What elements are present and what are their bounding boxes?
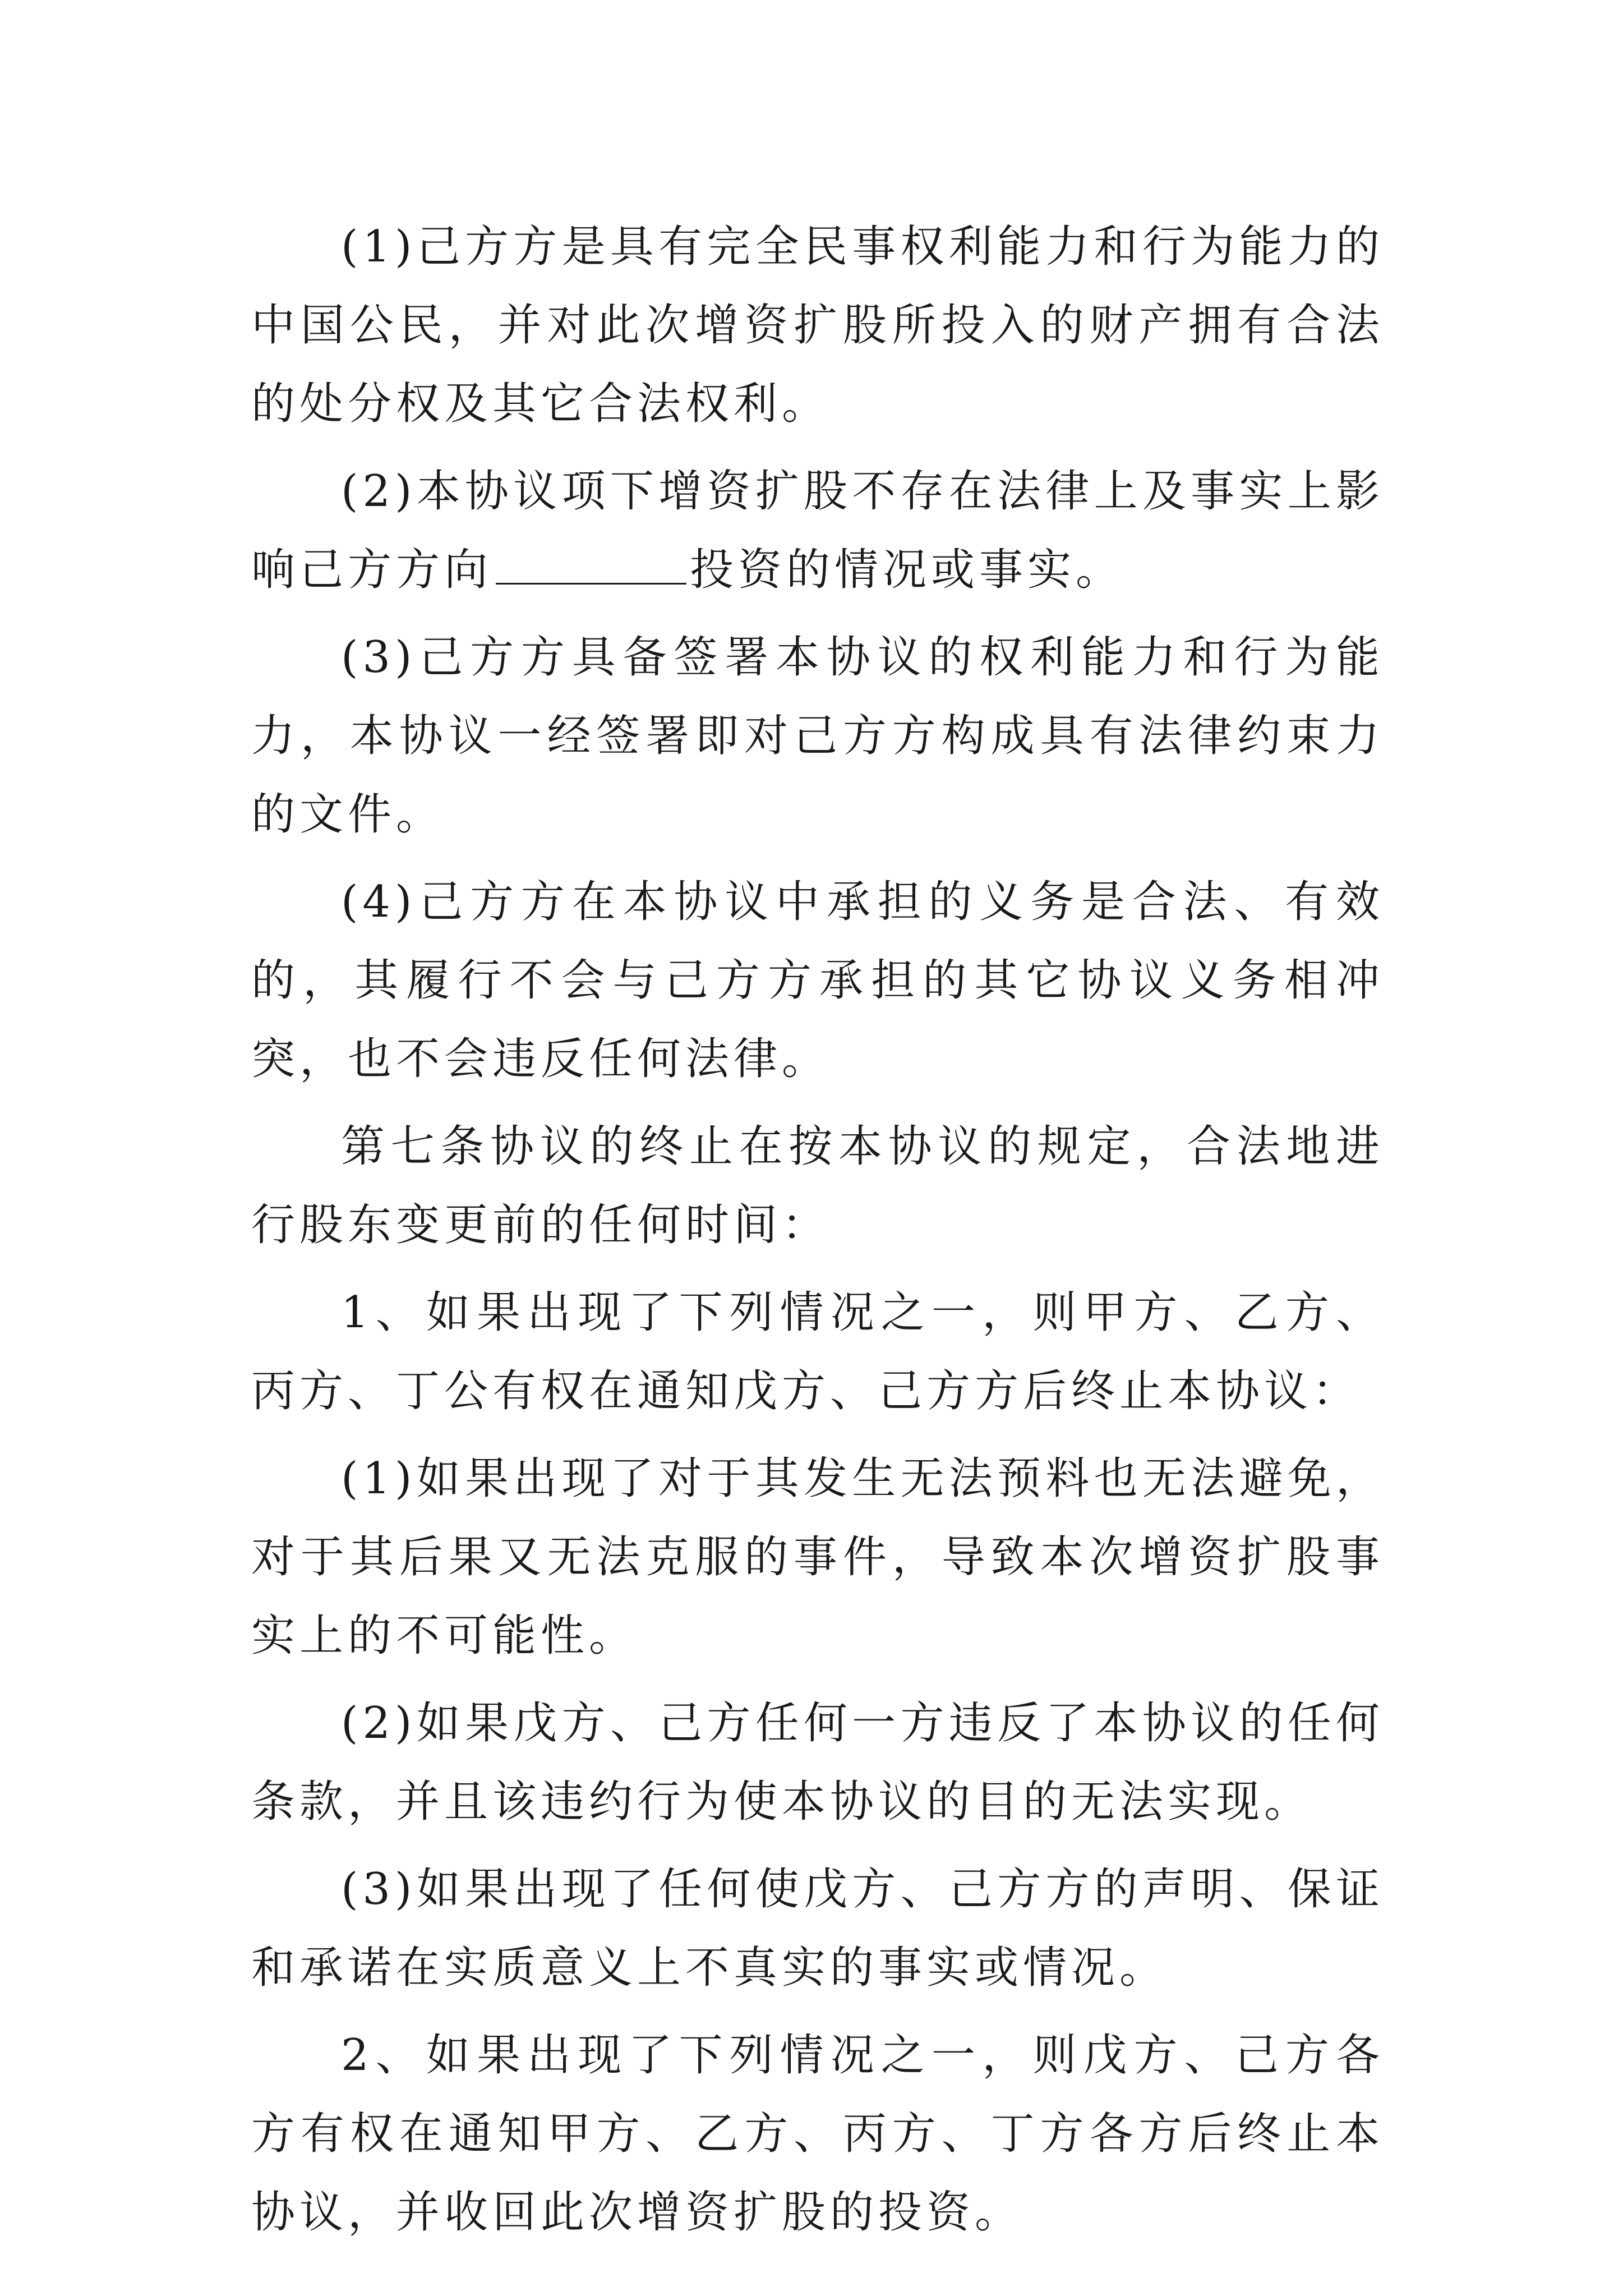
paragraph-10: 2、如果出现了下列情况之一，则戊方、己方各方有权在通知甲方、乙方、丙方、丁方各方后终止本协议，并收回此次增资扩股的投资。 <box>251 2030 1384 2238</box>
paragraph-6: 1、如果出现了下列情况之一，则甲方、乙方、丙方、丁公有权在通知戊方、己方方后终止本协议： <box>251 1287 1384 1416</box>
fill-in-blank <box>496 544 686 585</box>
paragraph-1: (1)己方方是具有完全民事权利能力和行为能力的中国公民，并对此次增资扩股所投入的财产拥有合法的处分权及其它合法权利。 <box>251 222 1384 429</box>
paragraph-4: (4)己方方在本协议中承担的义务是合法、有效的，其履行不会与己方方承担的其它协议义务相冲突，也不会违反任何法律。 <box>251 877 1384 1084</box>
paragraph-2-start: (2)本协议项下增资扩股不存在法律上及事实上影响己方方向 <box>251 466 1384 595</box>
paragraph-3: (3)己方方具备签署本协议的权利能力和行为能力，本协议一经签署即对己方方构成具有法律约束力的文件。 <box>251 632 1384 840</box>
paragraph-2 <box>251 452 1384 609</box>
document-body <box>251 208 1384 2261</box>
paragraph-9: (3)如果出现了任何使戊方、己方方的声明、保证和承诺在实质意义上不真实的事实或情况。 <box>251 1864 1384 1993</box>
paragraph-7: (1)如果出现了对于其发生无法预料也无法避免，对于其后果又无法克服的事件，导致本次增资扩股事实上的不可能性。 <box>251 1453 1384 1661</box>
paragraph-5: 第七条协议的终止在按本协议的规定，合法地进行股东变更前的任何时间： <box>251 1121 1384 1250</box>
paragraph-2-end: 投资的情况或事实。 <box>690 545 1124 595</box>
paragraph-8: (2)如果戊方、己方任何一方违反了本协议的任何条款，并且该违约行为使本协议的目的无法实现。 <box>251 1698 1384 1827</box>
